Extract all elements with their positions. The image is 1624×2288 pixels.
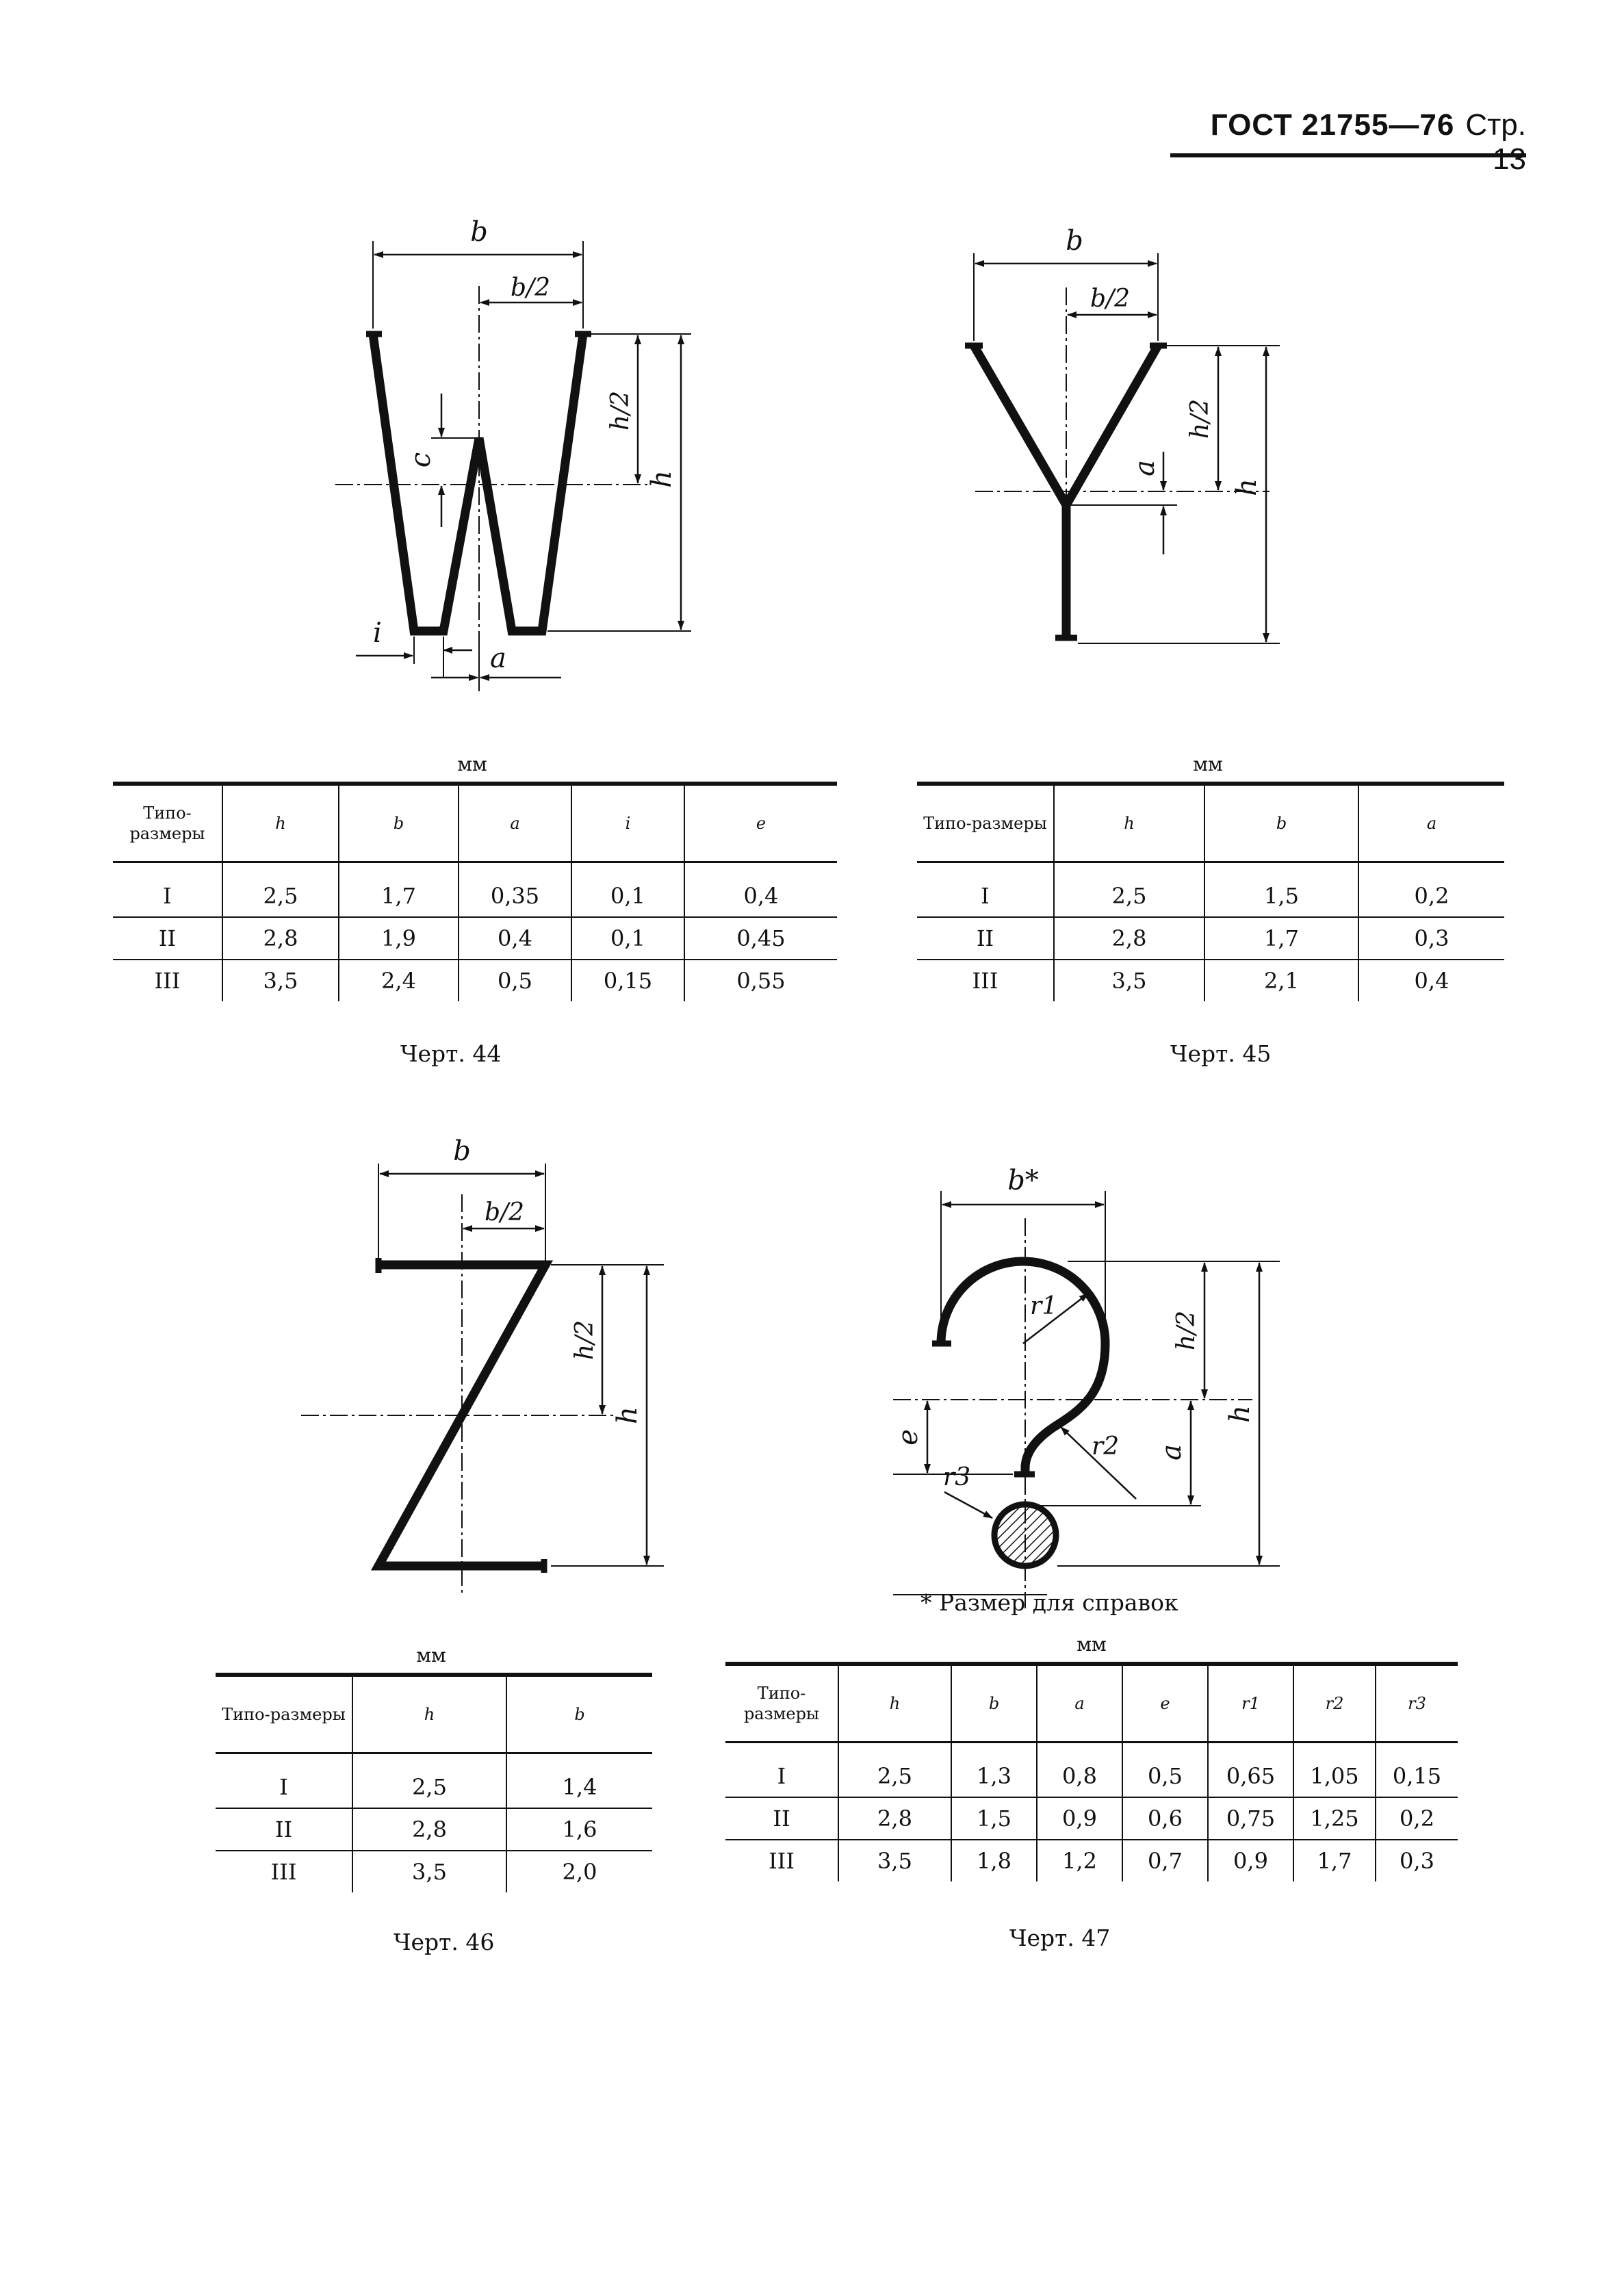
unit-label-45: мм: [1193, 753, 1223, 775]
size-cell: I: [216, 1766, 352, 1808]
label-e: e: [892, 1429, 924, 1445]
row-header: Типо-размеры: [917, 784, 1054, 862]
column-header: r2: [1293, 1664, 1376, 1743]
table-row: [216, 1851, 652, 1892]
label-h: h: [1224, 1405, 1256, 1423]
column-header: h: [222, 784, 339, 862]
size-cell: III: [270, 1859, 297, 1885]
value-cell: 1,6: [506, 1808, 652, 1851]
table-row: [216, 1766, 652, 1808]
value-cell: 0,45: [684, 917, 837, 960]
value-cell: 3,5: [352, 1851, 506, 1892]
value-cell: 0,1: [571, 917, 684, 960]
label-c: c: [405, 452, 437, 468]
size-cell: II: [917, 917, 1054, 960]
column-header: b: [506, 1675, 652, 1753]
unit-label-44: мм: [457, 753, 487, 775]
column-header: e: [1122, 1664, 1208, 1743]
row-header: Типо-размеры: [113, 784, 222, 862]
drawing-47: [892, 1165, 1280, 1608]
value-cell: 0,3: [1358, 917, 1504, 960]
value-cell: 3,5: [838, 1840, 951, 1881]
label-h2: h/2: [606, 390, 634, 431]
value-cell: 0,9: [1037, 1797, 1122, 1840]
unit-label-46: мм: [416, 1644, 446, 1667]
size-cell: II: [725, 1797, 838, 1840]
table-header-row: [216, 1675, 652, 1753]
value-cell: 2,5: [1054, 875, 1204, 917]
size-cell: III: [154, 968, 181, 994]
caption-47: Черт. 47: [1009, 1925, 1111, 1951]
label-b: b: [1066, 225, 1083, 257]
caption-45: Черт. 45: [1170, 1040, 1272, 1067]
value-cell: 1,7: [339, 875, 459, 917]
table-row: [917, 917, 1504, 960]
drawing-46: [301, 1135, 664, 1595]
value-cell: 2,8: [222, 917, 339, 960]
size-cell: II: [216, 1808, 352, 1851]
value-cell: 2,8: [838, 1797, 951, 1840]
size-cell: I: [113, 875, 222, 917]
value-cell: 1,8: [951, 1840, 1037, 1881]
label-h2: h/2: [1186, 398, 1214, 439]
value-cell: 2,8: [352, 1808, 506, 1851]
drawing-45: [965, 225, 1280, 643]
value-cell: 1,7: [1204, 917, 1358, 960]
value-cell: 0,15: [571, 960, 684, 1001]
label-h: h: [1231, 478, 1263, 496]
value-cell: 0,5: [459, 960, 571, 1001]
column-header: a: [1358, 784, 1504, 862]
caption-46: Черт. 46: [394, 1929, 495, 1955]
label-b: b: [470, 216, 488, 248]
label-h: h: [646, 470, 678, 488]
value-cell: 0,4: [1358, 960, 1504, 1001]
page-number: Стр. 13: [1465, 108, 1526, 176]
value-cell: 0,75: [1208, 1797, 1293, 1840]
label-b2: b/2: [484, 1198, 525, 1226]
label-h2: h/2: [1172, 1310, 1200, 1351]
column-header: e: [684, 784, 837, 862]
value-cell: 1,2: [1037, 1840, 1122, 1881]
value-cell: 0,9: [1208, 1840, 1293, 1881]
column-header: a: [1037, 1664, 1122, 1743]
size-cell: III: [769, 1848, 795, 1874]
table-row: [113, 875, 837, 917]
value-cell: 2,1: [1204, 960, 1358, 1001]
size-cell: I: [725, 1756, 838, 1797]
value-cell: 3,5: [222, 960, 339, 1001]
value-cell: 2,4: [339, 960, 459, 1001]
standard-number: ГОСТ 21755—76: [1210, 108, 1455, 142]
table-44: [113, 782, 837, 1001]
column-header: r3: [1376, 1664, 1458, 1743]
column-header: h: [352, 1675, 506, 1753]
value-cell: 0,4: [459, 917, 571, 960]
value-cell: 1,7: [1293, 1840, 1376, 1881]
row-header: Типо-размеры: [725, 1664, 838, 1743]
column-header: h: [1054, 784, 1204, 862]
value-cell: 1,4: [506, 1766, 652, 1808]
table-row: [917, 960, 1504, 1001]
value-cell: 2,0: [506, 1851, 652, 1892]
value-cell: 0,7: [1122, 1840, 1208, 1881]
column-header: h: [838, 1664, 951, 1743]
value-cell: 0,35: [459, 875, 571, 917]
table-row: [725, 1756, 1458, 1797]
value-cell: 1,5: [951, 1797, 1037, 1840]
table-47: [725, 1662, 1458, 1881]
label-b2: b/2: [1090, 285, 1131, 313]
value-cell: 0,1: [571, 875, 684, 917]
table-header-row: [113, 784, 837, 862]
drawing-44: [335, 216, 691, 691]
column-header: b: [339, 784, 459, 862]
row-header: Типо-размеры: [216, 1675, 352, 1753]
column-header: i: [571, 784, 684, 862]
table-row: [113, 917, 837, 960]
label-r1: r1: [1030, 1292, 1058, 1320]
column-header: b: [951, 1664, 1037, 1743]
value-cell: 0,2: [1358, 875, 1504, 917]
value-cell: 0,6: [1122, 1797, 1208, 1840]
value-cell: 2,5: [838, 1756, 951, 1797]
label-h: h: [612, 1406, 643, 1424]
table-row: [725, 1797, 1458, 1840]
value-cell: 0,2: [1376, 1797, 1458, 1840]
value-cell: 2,5: [352, 1766, 506, 1808]
value-cell: 0,55: [684, 960, 837, 1001]
column-header: b: [1204, 784, 1358, 862]
label-i: i: [373, 617, 382, 649]
value-cell: 1,25: [1293, 1797, 1376, 1840]
table-header-row: [725, 1664, 1458, 1743]
caption-44: Черт. 44: [400, 1040, 502, 1067]
table-row: [216, 1808, 652, 1851]
size-cell: II: [113, 917, 222, 960]
value-cell: 1,5: [1204, 875, 1358, 917]
size-cell: III: [972, 968, 998, 994]
value-cell: 2,8: [1054, 917, 1204, 960]
label-a: a: [490, 643, 506, 674]
table-45: [917, 782, 1504, 1001]
label-r3: r3: [943, 1463, 971, 1491]
value-cell: 1,3: [951, 1756, 1037, 1797]
footnote: * Размер для справок: [920, 1589, 1178, 1616]
table-46: [216, 1673, 652, 1892]
value-cell: 0,4: [684, 875, 837, 917]
size-cell: I: [917, 875, 1054, 917]
table-row: [113, 960, 837, 1001]
value-cell: 0,8: [1037, 1756, 1122, 1797]
label-b: b: [453, 1135, 471, 1167]
label-b2: b/2: [510, 274, 551, 302]
value-cell: 0,3: [1376, 1840, 1458, 1881]
table-row: [917, 875, 1504, 917]
value-cell: 0,65: [1208, 1756, 1293, 1797]
label-a: a: [1156, 1444, 1187, 1461]
table-header-row: [917, 784, 1504, 862]
table-row: [725, 1840, 1458, 1881]
label-r2: r2: [1092, 1432, 1120, 1461]
value-cell: 2,5: [222, 875, 339, 917]
value-cell: 3,5: [1054, 960, 1204, 1001]
column-header: r1: [1208, 1664, 1293, 1743]
label-b-star: b*: [1007, 1165, 1039, 1196]
unit-label-47: мм: [1077, 1633, 1107, 1656]
column-header: a: [459, 784, 571, 862]
value-cell: 0,15: [1376, 1756, 1458, 1797]
value-cell: 1,9: [339, 917, 459, 960]
value-cell: 1,05: [1293, 1756, 1376, 1797]
label-a: a: [1129, 460, 1161, 476]
value-cell: 0,5: [1122, 1756, 1208, 1797]
label-h2: h/2: [571, 1320, 599, 1361]
